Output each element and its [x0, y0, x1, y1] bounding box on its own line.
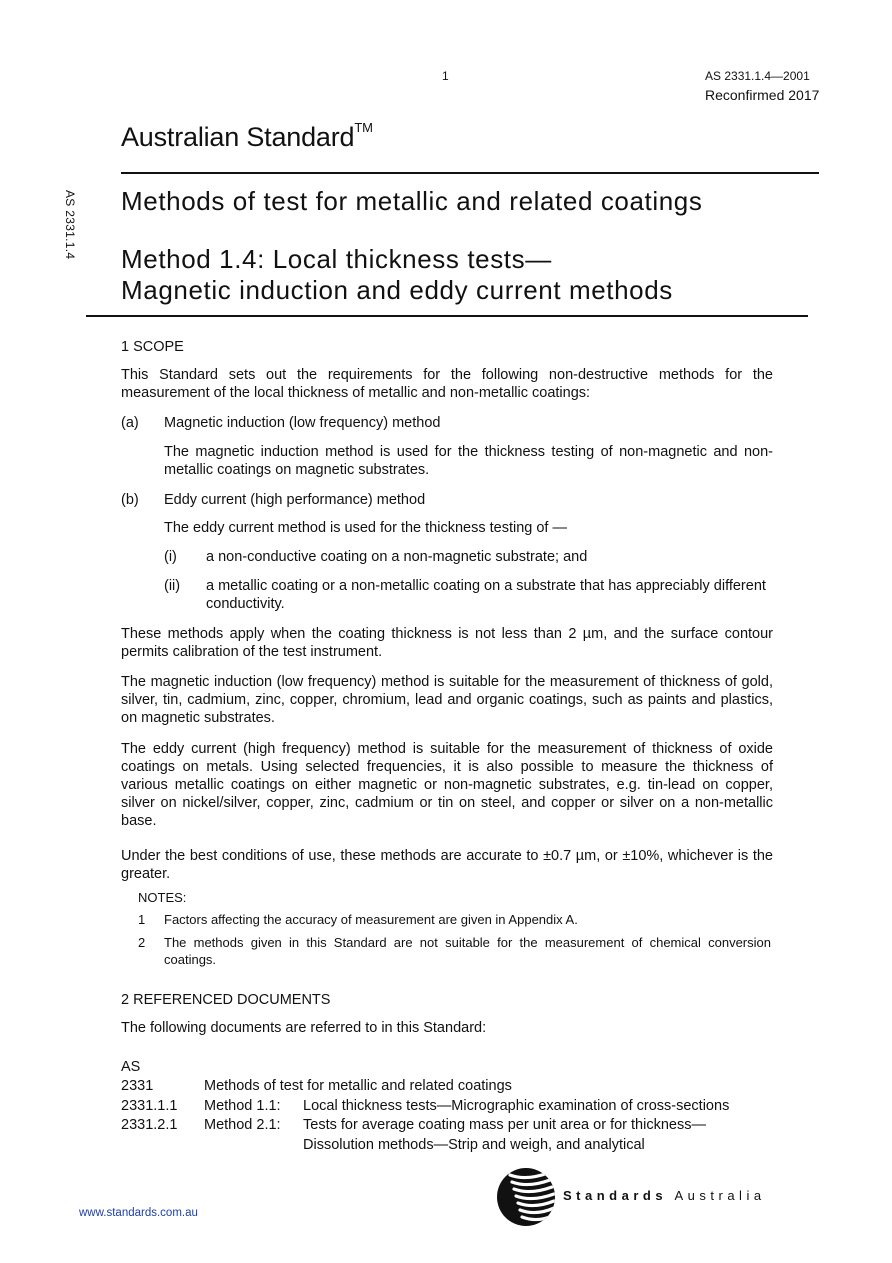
- brand-title: Australian Standard™: [121, 120, 373, 152]
- page-number: 1: [442, 69, 449, 83]
- title-rule: [86, 315, 808, 317]
- method-title-line1: Method 1.4: Local thickness tests—: [121, 244, 552, 274]
- section1-heading: 1 SCOPE: [121, 339, 184, 355]
- section2-intro: The following documents are referred to in this Standard:: [121, 1020, 487, 1036]
- item-ii-label: (ii): [164, 578, 181, 594]
- item-a-text: The magnetic induction method is used for the thickness testing of non-magnetic and non-metallic coatings on magnetic substrates.: [164, 444, 773, 478]
- section1-intro: This Standard sets out the requirements for the following non-destructive methods for the measurement of the local thickness of metallic and non-metallic coatings:: [121, 367, 773, 401]
- reference-method: Method 2.1:: [204, 1117, 281, 1133]
- item-a-label: (a): [121, 415, 139, 431]
- note-1: Factors affecting the accuracy of measurement are given in Appendix A.: [164, 912, 578, 927]
- item-b-title: Eddy current (high performance) method: [164, 492, 426, 508]
- paragraph-3: The eddy current (high frequency) method is suitable for the measurement of thickness of oxide coatings on metals. Using selected frequencies, it is also possible to measure the thickness of various metallic coatings on either magnetic or non-magnetic substrates, e.g. tin-lead on copper, silver on nickel/silver, copper, zinc, cadmium or tin on steel, and copper or silver on a non-metallic base.: [121, 741, 773, 829]
- method-title-line2: Magnetic induction and eddy current methods: [121, 275, 673, 305]
- side-label: AS 2331.1.4: [63, 190, 77, 260]
- reconfirmed-label: Reconfirmed 2017: [705, 87, 820, 103]
- reference-title-continued: Dissolution methods—Strip and weigh, and analytical: [303, 1137, 645, 1153]
- trademark: TM: [354, 120, 373, 135]
- standards-australia-wordmark: Standards Australia: [563, 1188, 766, 1203]
- item-b-text: The eddy current method is used for the thickness testing of —: [164, 520, 567, 536]
- item-i-text: a non-conductive coating on a non-magnetic substrate; and: [206, 549, 588, 565]
- reference-title: Methods of test for metallic and related coatings: [204, 1078, 512, 1094]
- document-id: AS 2331.1.4—2001: [705, 69, 810, 83]
- item-ii-text: a metallic coating or a non-metallic coating on a substrate that has appreciably different conductivity.: [206, 578, 766, 612]
- reference-code: 2331.1.1: [121, 1098, 178, 1114]
- paragraph-2: The magnetic induction (low frequency) method is suitable for the measurement of thickness of gold, silver, tin, cadmium, zinc, copper, chromium, lead and organic coatings, such as paints and plastics, on magnetic substrates.: [121, 674, 773, 726]
- reference-code: 2331: [121, 1078, 154, 1094]
- note-2: The methods given in this Standard are not suitable for the measurement of chemical conversion coatings.: [164, 935, 771, 967]
- footer-url[interactable]: www.standards.com.au: [79, 1207, 198, 1219]
- paragraph-1: These methods apply when the coating thickness is not less than 2 µm, and the surface contour permits calibration of the test instrument.: [121, 626, 773, 660]
- notes-heading: NOTES:: [138, 890, 187, 905]
- item-b-label: (b): [121, 492, 139, 508]
- reference-code: 2331.2.1: [121, 1117, 178, 1133]
- item-a-title: Magnetic induction (low frequency) method: [164, 415, 441, 431]
- reference-method: Method 1.1:: [204, 1098, 281, 1114]
- note-2-number: 2: [138, 935, 146, 950]
- paragraph-4: Under the best conditions of use, these methods are accurate to ±0.7 µm, or ±10%, whichever is the greater.: [121, 848, 773, 882]
- reference-title: Tests for average coating mass per unit area or for thickness—: [303, 1117, 706, 1133]
- item-i-label: (i): [164, 549, 177, 565]
- standards-australia-logo-icon: [496, 1167, 556, 1227]
- main-title: Methods of test for metallic and related coatings: [121, 186, 703, 216]
- section2-heading: 2 REFERENCED DOCUMENTS: [121, 992, 331, 1008]
- top-rule: [121, 172, 819, 174]
- reference-org: AS: [121, 1059, 141, 1075]
- note-1-number: 1: [138, 912, 146, 927]
- reference-title: Local thickness tests—Micrographic examination of cross-sections: [303, 1098, 730, 1114]
